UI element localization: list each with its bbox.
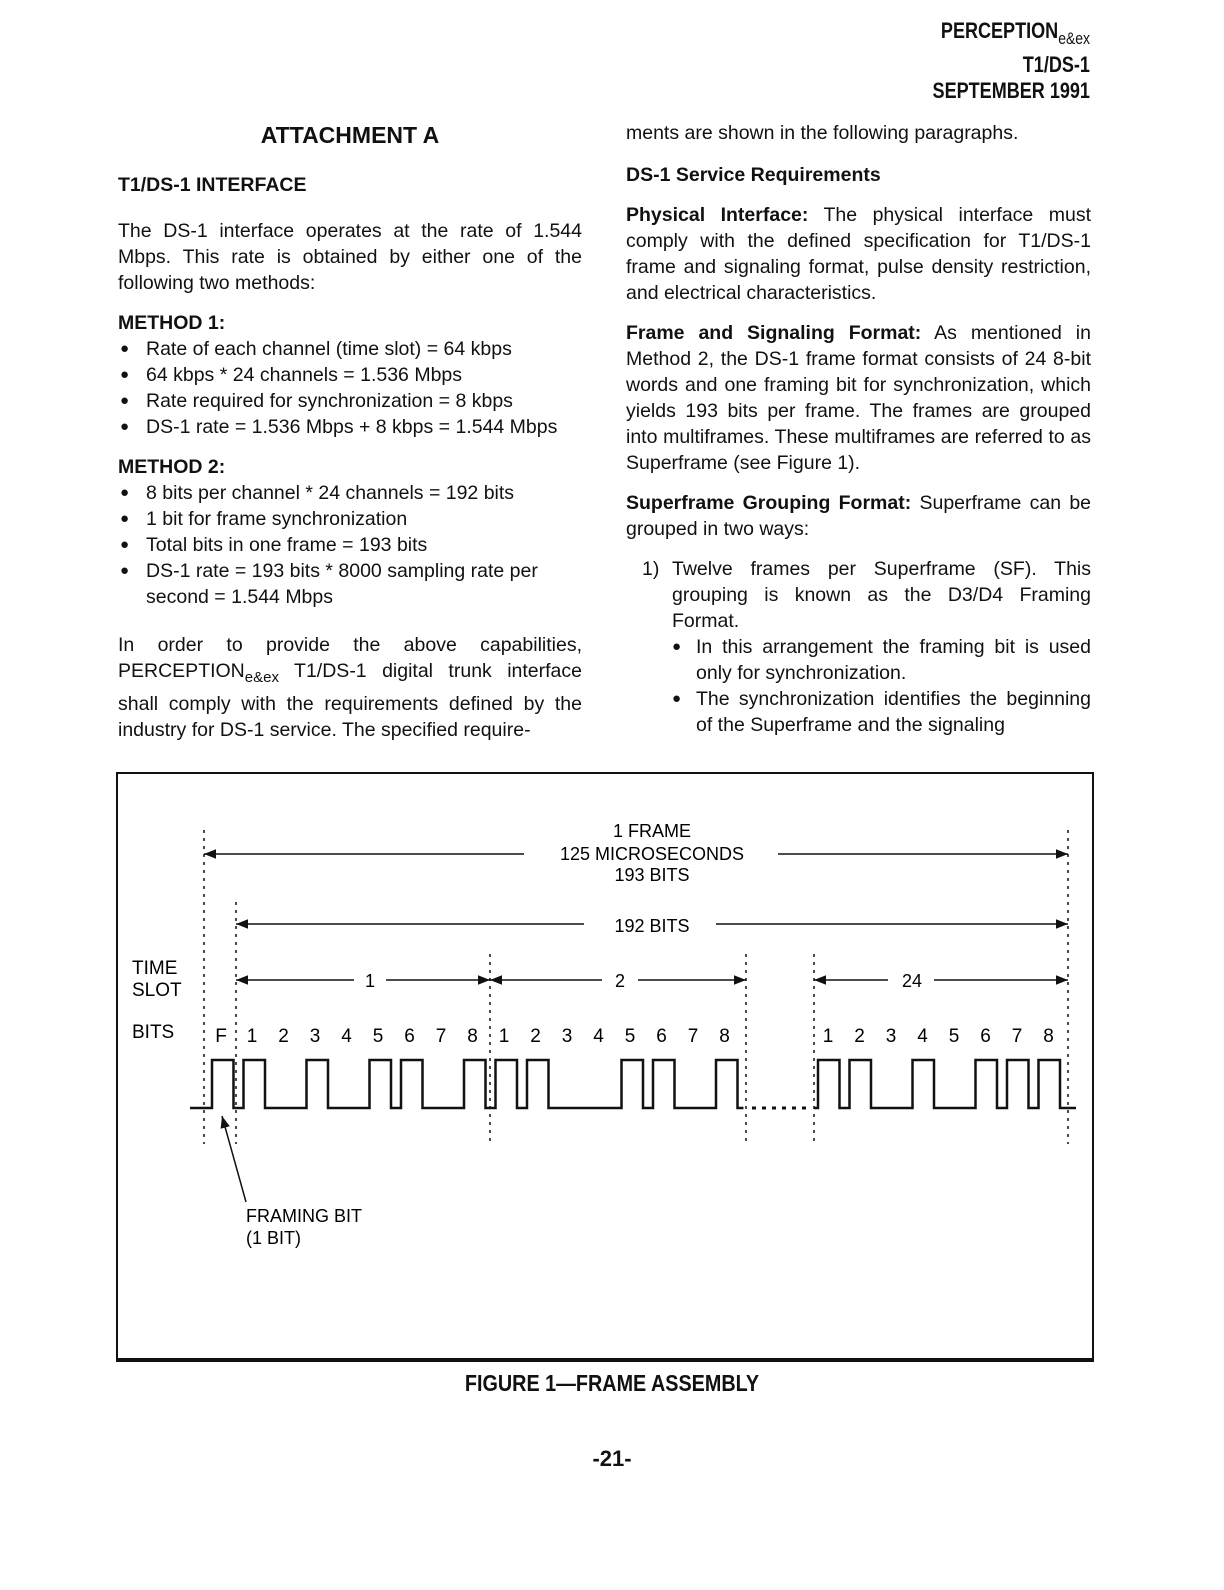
list-item: ● Rate of each channel (time slot) = 64 kbps (118, 336, 582, 362)
framing-bit-pointer (222, 1116, 246, 1202)
time-slot-label-2: SLOT (132, 980, 182, 1001)
closing-paragraph: In order to provide the above capabilities, $PERCEPTION_{e\&ex}$ T1/DS-1 digital trunk interface shall comply with the requirements defined by the industry for DS-1 service. The specified require- (118, 634, 582, 741)
bit-number: 2 (854, 1026, 865, 1047)
method2-title: METHOD 2: (118, 456, 226, 478)
bit-number: 7 (1011, 1026, 1023, 1047)
bit-number: 4 (917, 1026, 928, 1047)
continued-text: ments are shown in the following paragraphs. (626, 122, 1019, 144)
list-item: ● 8 bits per channel * 24 channels = 192 bits (118, 480, 582, 506)
slot2-label: 2 (614, 971, 626, 991)
framing-bit-label: F (215, 1026, 227, 1047)
list-item: ● Rate required for synchronization = 8 kbps (118, 388, 582, 414)
attachment-title: ATTACHMENT A (260, 122, 440, 148)
intro-paragraph: The DS-1 interface operates at the rate of 1.544 Mbps. This rate is obtained by either one of the following two methods: (118, 220, 582, 294)
bit-number: 6 (404, 1026, 415, 1047)
item1-bullets (626, 634, 1091, 738)
header-doc: T1/DS-1 (1022, 52, 1090, 77)
pulse-train (190, 1060, 1076, 1108)
bits192-label: 192 BITS (614, 916, 690, 936)
list-item: ● 64 kbps * 24 channels = 1.536 Mbps (118, 362, 582, 388)
bit-number: 1 (498, 1026, 510, 1047)
section-title: T1/DS-1 INTERFACE (118, 174, 307, 196)
bit-number: 7 (435, 1026, 447, 1047)
slot1-label: 1 (364, 971, 376, 991)
frame-label-3: 193 BITS (614, 865, 690, 885)
bit-number: 7 (687, 1026, 699, 1047)
bit-number: 8 (467, 1026, 478, 1047)
frame-format-paragraph: Frame and Signaling Format: As mentioned in Method 2, the DS-1 frame format consists of 24 8-bit words and one framing bit for synchronization, which yields 193 bits per frame. The frames are grouped into multiframes. These multiframes are referred to as Superframe (see Figure 1). (626, 322, 1091, 474)
bit-number: 2 (530, 1026, 541, 1047)
bit-number: 3 (561, 1026, 573, 1047)
page-number: -21- (592, 1446, 632, 1471)
list-item: ● Total bits in one frame = 193 bits (118, 532, 582, 558)
numbered-item: 1) Twelve frames per Superframe (SF). This grouping is known as the D3/D4 Framing Format. (642, 558, 1091, 632)
bit-number: 8 (1043, 1026, 1054, 1047)
frame-diagram (118, 774, 1092, 1358)
left-column (118, 120, 582, 757)
list-item: ● DS-1 rate = 193 bits * 8000 sampling rate per second = 1.544 Mbps (118, 558, 582, 610)
list-item: ● The synchronization identifies the beginning of the Superframe and the signaling (696, 686, 1091, 738)
framing-bit-caption-2: (1 BIT) (246, 1228, 302, 1248)
method1-title: METHOD 1: (118, 312, 226, 334)
bit-number: 3 (309, 1026, 321, 1047)
bit-number: 6 (980, 1026, 991, 1047)
bit-number: 4 (593, 1026, 604, 1047)
bit-number: 6 (656, 1026, 667, 1047)
header-product: $PERCEPTION_{e\&ex}$ (940, 18, 1090, 48)
list-item: ● 1 bit for frame synchronization (118, 506, 582, 532)
list-item: ● In this arrangement the framing bit is used only for synchronization. (696, 634, 1091, 686)
frame-assembly-figure (116, 772, 1094, 1362)
service-title: DS-1 Service Requirements (626, 164, 881, 186)
time-slot-label: TIME (132, 958, 178, 979)
header-date: SEPTEMBER 1991 (932, 78, 1090, 103)
bit-number: 3 (885, 1026, 897, 1047)
bit-number: 5 (372, 1026, 384, 1047)
method1-list (118, 336, 582, 440)
bit-number: 1 (822, 1026, 834, 1047)
figure-caption: FIGURE 1—FRAME ASSEMBLY (464, 1370, 760, 1396)
bit-number: 1 (246, 1026, 258, 1047)
bit-number: 4 (341, 1026, 352, 1047)
superframe-paragraph: Superframe Grouping Format: Superframe can be grouped in two ways: (626, 492, 1092, 540)
bit-number: 2 (278, 1026, 289, 1047)
slot24-label: 24 (901, 971, 923, 991)
frame-label-1: 1 FRAME (612, 821, 692, 841)
list-item: ● DS-1 rate = 1.536 Mbps + 8 kbps = 1.544 Mbps (118, 414, 582, 440)
physical-interface-paragraph: Physical Interface: The physical interface must comply with the defined specification for T1/DS-1 frame and signaling format, pulse density restriction, and electrical characteristics. (626, 204, 1091, 304)
bit-number: 5 (948, 1026, 960, 1047)
page-header (933, 18, 1090, 104)
bit-number: 5 (624, 1026, 636, 1047)
bits-row-label: BITS (132, 1022, 175, 1043)
method2-list (118, 480, 582, 610)
frame-label-2: 125 MICROSECONDS (559, 844, 745, 864)
right-column (626, 120, 1091, 738)
framing-bit-caption-1: FRAMING BIT (246, 1206, 362, 1226)
bit-number: 8 (719, 1026, 730, 1047)
